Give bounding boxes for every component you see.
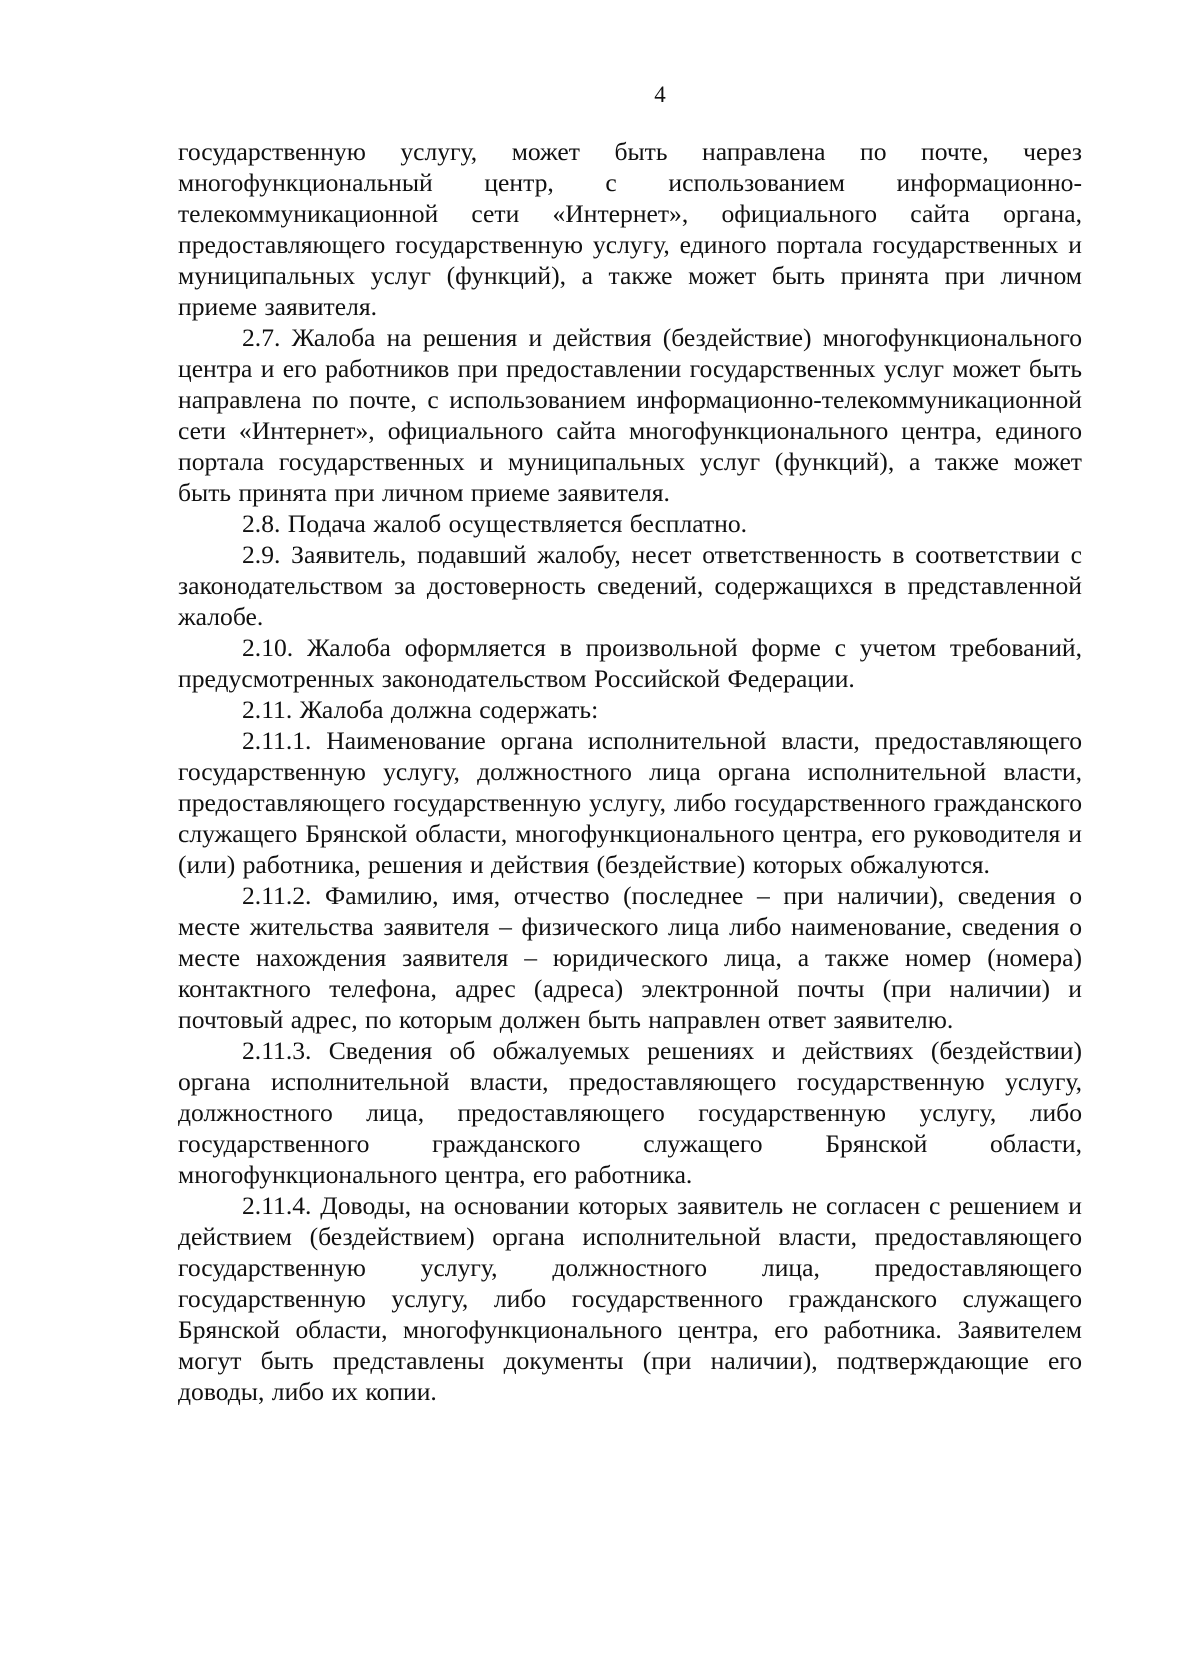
document-body bbox=[178, 136, 1082, 1407]
paragraph-continuation: государственную услугу, может быть направлена по почте, через многофункциональный центр, с использованием информационно-телекоммуникационной сети «Интернет», официального сайта органа, предоставляющего государственную услугу, единого портала государственных и муниципальных услуг (функций), а также может быть принята при личном приеме заявителя. bbox=[178, 137, 1082, 321]
page-number: 4 bbox=[654, 82, 666, 107]
paragraph-2-11-4: 2.11.4. Доводы, на основании которых заявитель не согласен с решением и действием (бездействием) органа исполнительной власти, предоставляющего государственную услугу, должностного лица, предоставляющего государственную услугу, либо государственного гражданского служащего Брянской области, многофункционального центра, его работника. Заявителем могут быть представлены документы (при наличии), подтверждающие его доводы, либо их копии. bbox=[178, 1191, 1082, 1406]
paragraph-2-8: 2.8. Подача жалоб осуществляется бесплатно. bbox=[242, 509, 748, 538]
paragraph-2-9: 2.9. Заявитель, подавший жалобу, несет ответственность в соответствии с законодательством за достоверность сведений, содержащихся в представленной жалобе. bbox=[178, 540, 1082, 631]
paragraph-2-10: 2.10. Жалоба оформляется в произвольной форме с учетом требований, предусмотренных законодательством Российской Федерации. bbox=[178, 633, 1082, 693]
paragraph-2-11-1: 2.11.1. Наименование органа исполнительной власти, предоставляющего государственную услугу, должностного лица органа исполнительной власти, предоставляющего государственную услугу, либо государственного гражданского служащего Брянской области, многофункционального центра, его руководителя и (или) работника, решения и действия (бездействие) которых обжалуются. bbox=[178, 726, 1082, 879]
paragraph-2-11-2: 2.11.2. Фамилию, имя, отчество (последнее – при наличии), сведения о месте жительства заявителя – физического лица либо наименование, сведения о месте нахождения заявителя – юридического лица, а также номер (номера) контактного телефона, адрес (адреса) электронной почты (при наличии) и почтовый адрес, по которым должен быть направлен ответ заявителю. bbox=[178, 881, 1082, 1034]
paragraph-2-11-3: 2.11.3. Сведения об обжалуемых решениях и действиях (бездействии) органа исполнительной власти, предоставляющего государственную услугу, должностного лица, предоставляющего государственную услугу, либо государственного гражданского служащего Брянской области, многофункционального центра, его работника. bbox=[178, 1036, 1082, 1189]
paragraph-2-11: 2.11. Жалоба должна содержать: bbox=[242, 695, 599, 724]
paragraph-2-7: 2.7. Жалоба на решения и действия (бездействие) многофункционального центра и его работников при предоставлении государственных услуг может быть направлена по почте, с использованием информационно-телекоммуникационной сети «Интернет», официального сайта многофункционального центра, единого портала государственных и муниципальных услуг (функций), а также может быть принята при личном приеме заявителя. bbox=[178, 323, 1082, 507]
